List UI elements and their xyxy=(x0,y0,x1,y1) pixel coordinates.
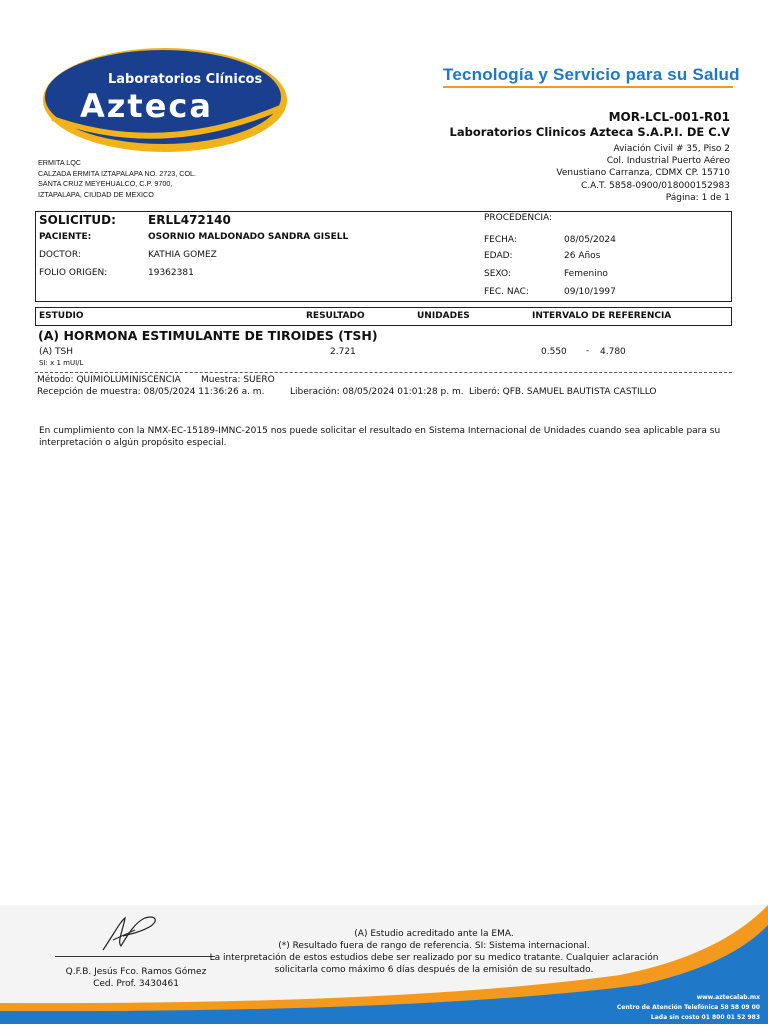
sexo-value: Femenino xyxy=(564,269,608,279)
website-link[interactable]: www.aztecalab.mx xyxy=(696,994,760,1001)
compliance-note: En cumplimiento con la NMX-EC-15189-IMNC-2015 nos puede solicitar el resultado en Sistema Internacional de Unidades cuando sea aplicable para su interpretación o algún propósito especial. xyxy=(39,426,721,448)
fecha-value: 08/05/2024 xyxy=(564,235,616,245)
folio-value: 19362381 xyxy=(148,268,194,278)
azteca-logo xyxy=(40,45,290,155)
address-line: CALZADA ERMITA IZTAPALAPA NO. 2723, COL. xyxy=(38,168,197,178)
fecha-label: FECHA: xyxy=(484,235,517,245)
address-line: IZTAPALAPA, CIUDAD DE MEXICO xyxy=(38,189,154,199)
doc-code: MOR-LCL-001-R01 xyxy=(608,110,730,124)
footer-line: solicitarla como máximo 6 días después de la emisión de su resultado. xyxy=(274,965,594,975)
footer-line: (A) Estudio acreditado ante la EMA. xyxy=(354,929,514,939)
paciente-label: PACIENTE: xyxy=(39,232,92,242)
method-text: Método: QUIMIOLUMINISCENCIA xyxy=(37,375,181,385)
address-line: SANTA CRUZ MEYEHUALCO, C.P. 9700, xyxy=(38,179,173,189)
footer-notes xyxy=(200,928,668,976)
procedencia-label: PROCEDENCIA: xyxy=(484,213,553,223)
divider xyxy=(35,372,732,373)
address-line: C.A.T. 5858-0900/018000152983 xyxy=(581,180,730,191)
logo-top-text: Laboratorios Clínicos xyxy=(108,72,263,87)
tollfree-text: Lada sin costo 01 800 01 52 983 xyxy=(650,1014,760,1021)
release-text: Liberación: 08/05/2024 01:01:28 p. m. xyxy=(290,387,464,397)
edad-value: 26 Años xyxy=(564,251,601,261)
doctor-label: DOCTOR: xyxy=(39,250,81,260)
fecnac-label: FEC. NAC: xyxy=(484,287,529,297)
test-result: 2.721 xyxy=(330,347,356,357)
footer-line: (*) Resultado fuera de rango de referencia. SI: Sistema internacional. xyxy=(278,941,590,951)
sample-text: Muestra: SUERO xyxy=(201,375,275,385)
col-resultado: RESULTADO xyxy=(306,311,365,321)
phone-text: Centro de Atención Telefónica 58 58 09 00 xyxy=(616,1004,760,1011)
paciente-value: OSORNIO MALDONADO SANDRA GISELL xyxy=(148,232,349,242)
col-intervalo: INTERVALO DE REFERENCIA xyxy=(532,311,672,321)
folio-label: FOLIO ORIGEN: xyxy=(39,268,108,278)
fecnac-value: 09/10/1997 xyxy=(564,287,616,297)
tagline: Tecnología y Servicio para su Salud xyxy=(443,65,740,84)
branch-address xyxy=(38,158,196,200)
patient-info-box xyxy=(35,211,732,302)
footer-line: La interpretación de estos estudios debe ser realizado por su medico tratante. Cualquier aclaración xyxy=(209,953,659,963)
ref-high: 4.780 xyxy=(600,347,626,357)
signer-name: Q.F.B. Jesús Fco. Ramos Gómez xyxy=(65,967,207,977)
address-line: Col. Industrial Puerto Aéreo xyxy=(606,156,730,167)
signature-line xyxy=(55,956,215,957)
address-line: Venustiano Carranza, CDMX CP. 15710 xyxy=(556,168,730,179)
sexo-label: SEXO: xyxy=(484,269,511,279)
contact-block xyxy=(617,993,760,1023)
released-by-text: Liberó: QFB. SAMUEL BAUTISTA CASTILLO xyxy=(469,387,657,397)
col-unidades: UNIDADES xyxy=(417,311,470,321)
company-address xyxy=(556,143,730,204)
address-line: Aviación Civil # 35, Piso 2 xyxy=(613,144,730,154)
solicitud-value: ERLL472140 xyxy=(148,213,231,227)
page-number: Página: 1 de 1 xyxy=(665,192,730,203)
signer-license: Ced. Prof. 3430461 xyxy=(93,979,179,989)
solicitud-label: SOLICITUD: xyxy=(39,213,116,227)
address-line: ERMITA LQC xyxy=(38,158,81,167)
section-title: (A) HORMONA ESTIMULANTE DE TIROIDES (TSH) xyxy=(38,328,378,343)
ref-low: 0.550 xyxy=(541,347,567,357)
test-si-units: SI: x 1 mUI/L xyxy=(39,359,84,367)
test-name: (A) TSH xyxy=(39,347,74,357)
company-name: Laboratorios Clinicos Azteca S.A.P.I. DE C.V xyxy=(449,125,730,139)
doctor-value: KATHIA GOMEZ xyxy=(148,250,217,260)
logo-brand-text: Azteca xyxy=(80,87,213,125)
tagline-underline xyxy=(443,86,733,88)
edad-label: EDAD: xyxy=(484,251,513,261)
ref-dash: - xyxy=(586,346,590,356)
col-estudio: ESTUDIO xyxy=(39,311,84,321)
signature xyxy=(95,912,165,960)
reception-text: Recepción de muestra: 08/05/2024 11:36:26 a. m. xyxy=(37,387,265,397)
